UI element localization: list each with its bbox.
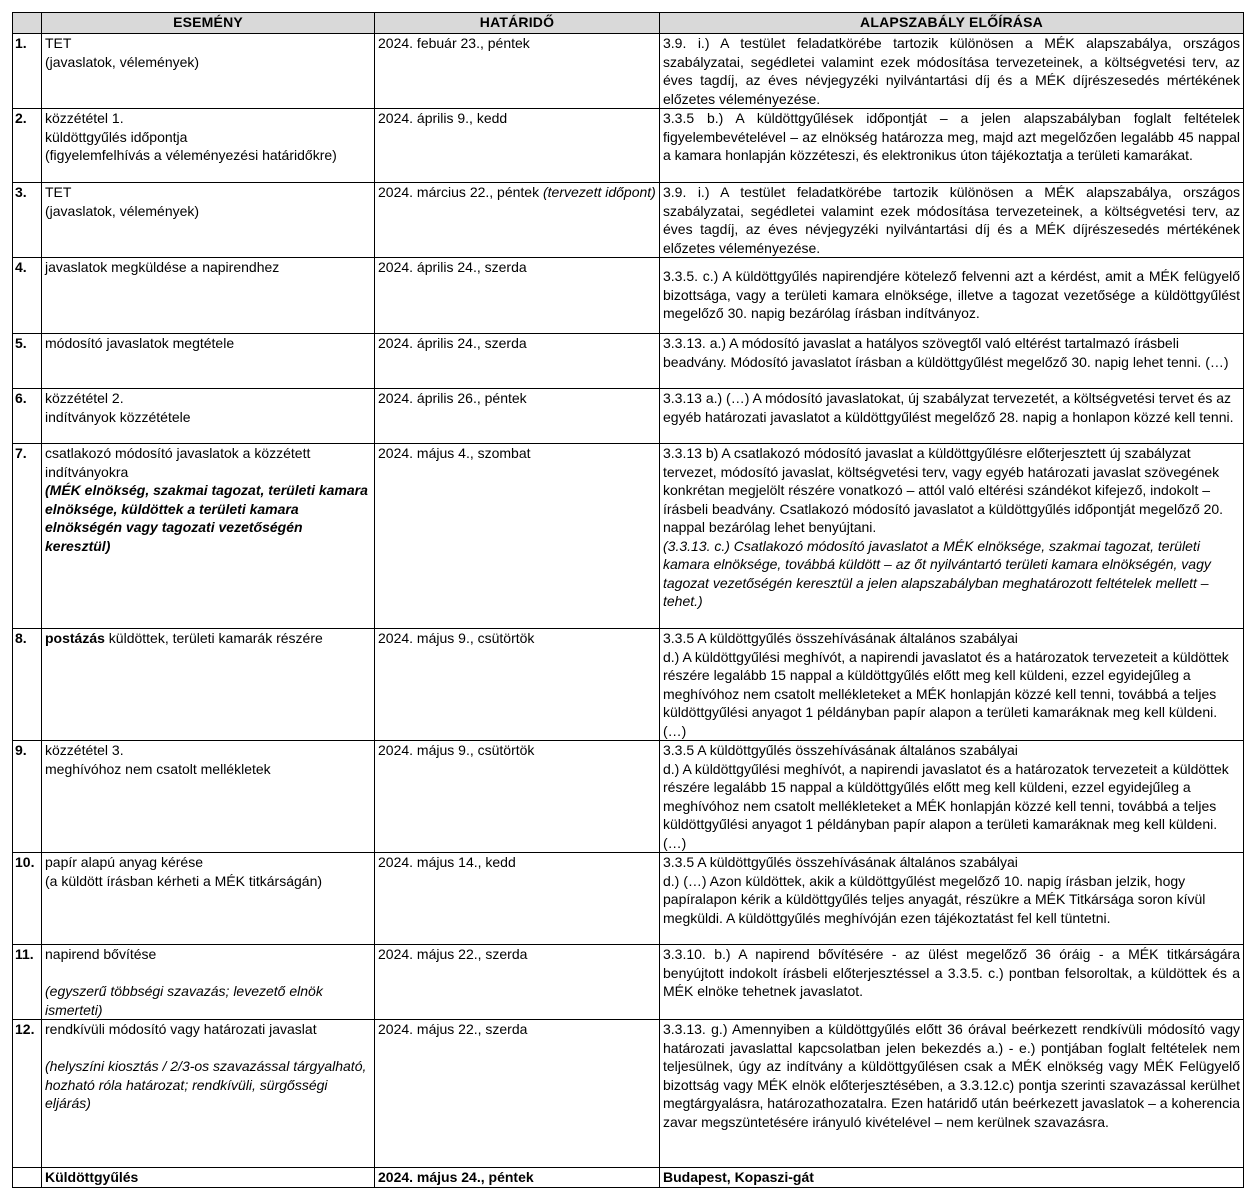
- deadline-cell: 2024. április 24., szerda: [375, 258, 660, 334]
- deadline-text: 2024. március 22., péntek: [378, 184, 540, 200]
- rule-cell: 3.3.10. b.) A napirend bővítésére - az ülést megelőző 36 óráig - a MÉK titkárságára benyújtott indokolt írásbeli előterjesztéssel a 3.3.5. c.) pontban felsoroltak, a küldöttek és a MÉK elnöke tehetnek javaslatot.: [660, 945, 1244, 1020]
- row-number: 6.: [13, 389, 42, 444]
- event-cell: [42, 1020, 375, 1168]
- event-note: (MÉK elnökség, szakmai tagozat, területi kamara elnöksége, küldöttek a területi kamara elnökségén vagy tagozati vezetőségén keresztül): [45, 482, 368, 554]
- rule-cell: 3.3.5 A küldöttgyűlés összehívásának általános szabályai d.) (…) Azon küldöttek, akik a küldöttgyűlést megelőző 10. napig írásban jelzik, hogy papíralapon kérik a küldöttgyűlés teljes anyagát, részükre a MÉK Titkársága soron kívül megküldi. A küldöttgyűlés meghívóján ezen tájékoztatást fel kell tüntetni.: [660, 853, 1244, 945]
- table-row: [13, 1020, 1244, 1168]
- table-row: [13, 183, 1244, 258]
- row-number: 2.: [13, 109, 42, 183]
- header-row: [13, 13, 1244, 34]
- table-row: [13, 853, 1244, 945]
- deadline-note: (tervezett időpont): [543, 184, 656, 200]
- header-rule: ALAPSZABÁLY ELŐÍRÁSA: [660, 13, 1244, 34]
- spacer: [45, 964, 371, 983]
- event-cell: javaslatok megküldése a napirendhez: [42, 258, 375, 334]
- header-event: ESEMÉNY: [42, 13, 375, 34]
- row-number: 7.: [13, 444, 42, 629]
- row-number: 9.: [13, 741, 42, 853]
- event-cell: papír alapú anyag kérése (a küldött írásban kérheti a MÉK titkárságán): [42, 853, 375, 945]
- event-cell: közzététel 3. meghívóhoz nem csatolt mellékletek: [42, 741, 375, 853]
- rule-cell: 3.3.5 A küldöttgyűlés összehívásának általános szabályai d.) A küldöttgyűlési meghívót, a napirendi javaslatot és a határozatok tervezeteit a küldöttek részére legalább 15 nappal a küldöttgyűlés előtt meg kell küldeni, ezzel egyidejűleg a meghívóhoz nem csatolt mellékleteket a MÉK honlapján közzé kell tenni, továbbá a teljes küldöttgyűlési anyagot 1 példányban papír alapon a területi kamaráknak meg kell küldeni. (…): [660, 629, 1244, 741]
- rule-note: (3.3.13. c.) Csatlakozó módosító javaslatot a MÉK elnöksége, szakmai tagozat, területi kamara elnöksége, továbbá küldött – az őt nyilvántartó területi kamara elnökségén, vagy tagozat vezetőségén keresztül a jelen alapszabályban meghatározott feltételek mellett – tehet.): [663, 537, 1211, 609]
- event-cell: közzététel 2. indítványok közzététele: [42, 389, 375, 444]
- deadline-cell: [375, 183, 660, 258]
- row-number: 12.: [13, 1020, 42, 1168]
- deadline-cell: 2024. május 22., szerda: [375, 945, 660, 1020]
- event-cell: [42, 444, 375, 629]
- row-number: 1.: [13, 34, 42, 109]
- rule-cell: 3.3.5 b.) A küldöttgyűlések időpontját – a jelen alapszabályban foglalt feltételek figyelembevételével – az elnökség határozza meg, majd azt megelőzően legalább 45 nappal a kamara honlapján közzéteszi, és elektronikus úton tájékoztatja a területi kamarákat.: [660, 109, 1244, 183]
- row-number: 4.: [13, 258, 42, 334]
- row-number: 5.: [13, 334, 42, 389]
- rule-text: 3.3.13 b) A csatlakozó módosító javaslat a küldöttgyűlésre előterjesztett új szabályzat tervezet, módosító javaslat, költségvetési terv, vagy egyéb határozati javaslat szövegének konkrétan megjelölt részére vonatkozó – attól való eltérési szándékot kifejező, indokolt – írásbeli beadvány. Csatlakozó módosító javaslatot a küldöttgyűlés időpontját megelőző 20. nappal bezárólag lehet benyújtani.: [663, 445, 1224, 535]
- event-cell: [42, 945, 375, 1020]
- spacer: [45, 1039, 371, 1058]
- rule-cell: 3.9. i.) A testület feladatkörébe tartozik különösen a MÉK alapszabálya, országos szabályzatai, segédletei valamint ezek módosítása tervezeteinek, a költségvetési terv, az éves tagdíj, az éves névjegyzéki nyilvántartási díj és a MÉK díjrészesedés mértékének előzetes véleményezése.: [660, 183, 1244, 258]
- event-cell: [42, 629, 375, 741]
- table-row: [13, 258, 1244, 334]
- rule-cell: [660, 258, 1244, 334]
- deadline-cell: 2024. május 22., szerda: [375, 1020, 660, 1168]
- event-cell: TET (javaslatok, vélemények): [42, 183, 375, 258]
- event-text: csatlakozó módosító javaslatok a közzétett indítványokra: [45, 445, 311, 480]
- event-note: (helyszíni kiosztás / 2/3-os szavazással tárgyalható, hozható róla határozat; rendkívüli, sürgősségi eljárás): [45, 1058, 367, 1111]
- row-number: 10.: [13, 853, 42, 945]
- deadline-cell: 2024. május 9., csütörtök: [375, 741, 660, 853]
- footer-row: [13, 1168, 1244, 1188]
- footer-location: Budapest, Kopaszi-gát: [660, 1168, 1244, 1188]
- event-text: rendkívüli módosító vagy határozati javaslat: [45, 1021, 317, 1037]
- rule-cell: [660, 444, 1244, 629]
- header-deadline: HATÁRIDŐ: [375, 13, 660, 34]
- footer-deadline: 2024. május 24., péntek: [375, 1168, 660, 1188]
- schedule-table: [12, 12, 1244, 1188]
- rule-cell: 3.9. i.) A testület feladatkörébe tartozik különösen a MÉK alapszabálya, országos szabályzatai, segédletei valamint ezek módosítása tervezeteinek, a költségvetési terv, az éves tagdíj, az éves névjegyzéki nyilvántartási díj és a MÉK díjrészesedés mértékének előzetes véleményezése.: [660, 34, 1244, 109]
- table-row: [13, 629, 1244, 741]
- table-row: [13, 334, 1244, 389]
- event-cell: közzététel 1. küldöttgyűlés időpontja (figyelemfelhívás a véleményezési határidőkre): [42, 109, 375, 183]
- footer-event: Küldöttgyűlés: [42, 1168, 375, 1188]
- deadline-cell: 2024. febuár 23., péntek: [375, 34, 660, 109]
- event-text: küldöttek, területi kamarák részére: [104, 630, 323, 646]
- deadline-cell: 2024. április 24., szerda: [375, 334, 660, 389]
- event-cell: TET (javaslatok, vélemények): [42, 34, 375, 109]
- deadline-cell: 2024. május 9., csütörtök: [375, 629, 660, 741]
- event-bold-text: postázás: [45, 630, 105, 646]
- row-number: 11.: [13, 945, 42, 1020]
- event-note: (egyszerű többségi szavazás; levezető elnök ismerteti): [45, 983, 323, 1018]
- row-number: 3.: [13, 183, 42, 258]
- rule-cell: 3.3.13. a.) A módosító javaslat a hatályos szövegtől való eltérést tartalmazó írásbeli beadvány. Módosító javaslatot írásban a küldöttgyűlést megelőző 30. napig lehet tenni. (…): [660, 334, 1244, 389]
- table-row: [13, 34, 1244, 109]
- rule-cell: 3.3.5 A küldöttgyűlés összehívásának általános szabályai d.) A küldöttgyűlési meghívót, a napirendi javaslatot és a határozatok tervezeteit a küldöttek részére legalább 15 nappal a küldöttgyűlés előtt meg kell küldeni, ezzel egyidejűleg a meghívóhoz nem csatolt mellékleteket a MÉK honlapján közzé kell tenni, továbbá a teljes küldöttgyűlési anyagot 1 példányban papír alapon a területi kamaráknak meg kell küldeni. (…): [660, 741, 1244, 853]
- table-row: [13, 945, 1244, 1020]
- deadline-cell: 2024. április 9., kedd: [375, 109, 660, 183]
- table-row: [13, 109, 1244, 183]
- footer-num: [13, 1168, 42, 1188]
- table-row: [13, 444, 1244, 629]
- table-row: [13, 741, 1244, 853]
- deadline-cell: 2024. április 26., péntek: [375, 389, 660, 444]
- row-number: 8.: [13, 629, 42, 741]
- header-num: [13, 13, 42, 34]
- event-cell: módosító javaslatok megtétele: [42, 334, 375, 389]
- deadline-cell: 2024. május 4., szombat: [375, 444, 660, 629]
- deadline-cell: 2024. május 14., kedd: [375, 853, 660, 945]
- rule-text: 3.3.5. c.) A küldöttgyűlés napirendjére kötelező felvenni azt a kérdést, amit a MÉK felügyelő bizottsága, vagy a területi kamara elnöksége, illetve a tagozat vezetősége a küldöttgyűlést megelőző 30. napig bezárólag írásban indítványoz.: [663, 268, 1240, 321]
- event-text: napirend bővítése: [45, 946, 157, 962]
- rule-cell: 3.3.13. g.) Amennyiben a küldöttgyűlés előtt 36 órával beérkezett rendkívüli módosító vagy határozati javaslattal kapcsolatban jelen bekezdés a.) - e.) pontjában foglalt feltételek nem teljesülnek, úgy az indítvány a küldöttgyűlésen csak a MÉK elnökség vagy MÉK Felügyelő bizottság vagy MÉK elnök előterjesztésében, a 3.3.12.c) pontja szerinti szavazással kerülhet megtárgyalásra, határozathozatalra. Ezen határidő után beérkezett javaslatok – a koherencia zavar megszüntetésére irányuló kivételével – nem kerülnek szavazásra.: [660, 1020, 1244, 1168]
- table-row: [13, 389, 1244, 444]
- rule-cell: 3.3.13 a.) (…) A módosító javaslatokat, új szabályzat tervezetét, a költségvetési tervet és az egyéb határozati javaslatot a küldöttgyűlést megelőző 28. napig a honlapon közzé kell tenni.: [660, 389, 1244, 444]
